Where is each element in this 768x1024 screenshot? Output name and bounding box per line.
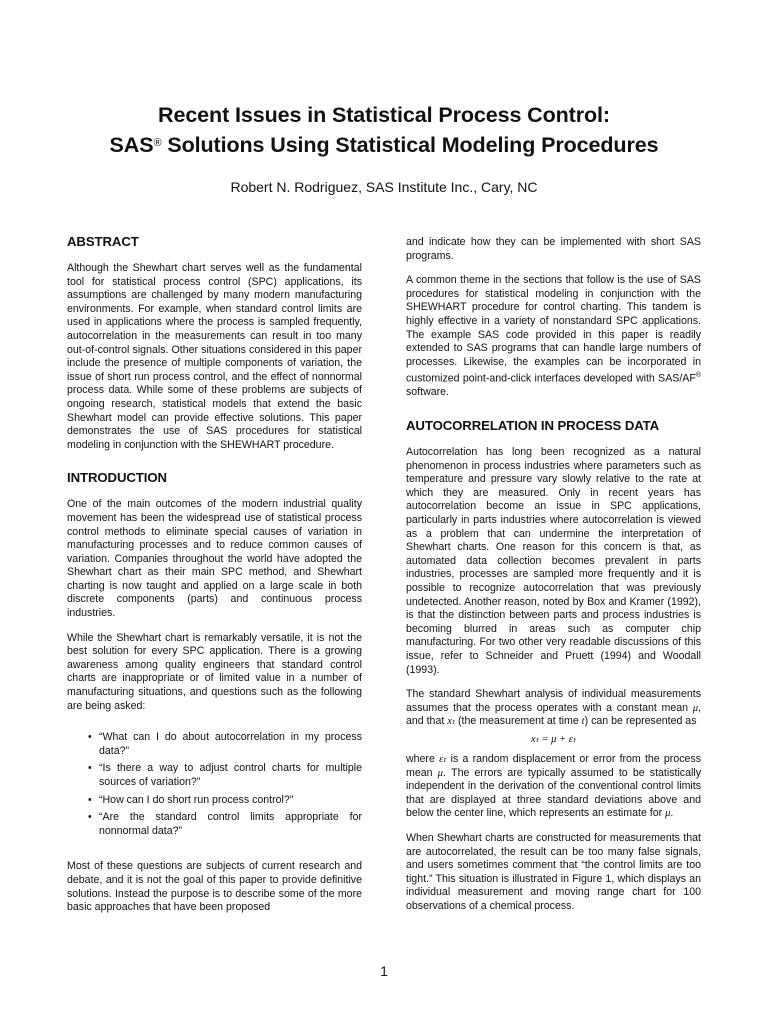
- text-span: .: [670, 807, 674, 820]
- introduction-paragraph-1: One of the main outcomes of the modern industrial quality movement has been the widespread use of statistical process control methods to eliminate special causes of variation in manufacturing processes and to reduce common causes of variation. Companies throughout the world have adopted the Shewhart chart as their main SPC method, and Shewhart charting is now taught and applied on a large scale in both discrete components (parts) and continuous process industries.: [67, 498, 362, 620]
- bullet-icon: •: [88, 731, 92, 744]
- introduction-heading: INTRODUCTION: [67, 470, 167, 486]
- introduction-paragraph-2: While the Shewhart chart is remarkably versatile, it is not the best solution for every SPC application. There is a growing awareness among quality engineers that standard control charts are inappropriate or of limited value in a number of manufacturing situations, and questions such as the following are being asked:: [67, 631, 362, 712]
- abstract-text: Although the Shewhart chart serves well as the fundamental tool for statistical process control (SPC) applications, its assumptions are challenged by many modern manufacturing environments. For example, when standard control limits are used in applications where the process is sampled frequently, autocorrelation in the measurements can result in too many out-of-control signals. Other situations considered in this paper include the presence of multiple components of variation, the issue of short run process control, and the effect of nonnormal process data. While some of these problems are subjects of ongoing research, statistical models that extend the basic Shewhart model can provide effective solutions. This paper demonstrates the use of SAS procedures for statistical modeling in conjunction with the SHEWHART procedure.: [67, 262, 362, 451]
- registered-mark: ®: [153, 137, 162, 149]
- list-item: [67, 731, 362, 758]
- bullet-icon: •: [88, 811, 92, 824]
- registered-mark: ®: [695, 372, 701, 380]
- symbol-t: t: [581, 716, 585, 728]
- paper-title-line-1: Recent Issues in Statistical Process Control:: [158, 103, 610, 127]
- title-rest: Solutions Using Statistical Modeling Procedures: [161, 133, 659, 157]
- symbol-mu: μ: [437, 767, 443, 779]
- text-span: , and that: [406, 701, 701, 728]
- autocorrelation-paragraph-4: When Shewhart charts are constructed for measurements that are autocorrelated, the result can be too many false signals, and users sometimes comment that “the control limits are too tight.” This situation is illustrated in Figure 1, which displays an individual measurement and moving range chart for 100 observations of a chemical process.: [406, 831, 701, 912]
- text-span: ) can be represented as: [584, 715, 697, 728]
- list-item-text: “Is there a way to adjust control charts for multiple sources of variation?”: [99, 762, 362, 788]
- symbol-mu: μ: [665, 808, 671, 820]
- text-span: is a random displacement or error from the process mean: [406, 752, 702, 779]
- list-item: [67, 794, 362, 808]
- autocorrelation-paragraph-3: [406, 753, 701, 821]
- text-span: The standard Shewhart analysis of individual measurements assumes that the process operates with a constant mean: [406, 688, 701, 714]
- autocorrelation-heading: AUTOCORRELATION IN PROCESS DATA: [406, 418, 660, 434]
- introduction-paragraph-3: Most of these questions are subjects of current research and debate, and it is not the goal of this paper to provide definitive solutions. Instead the purpose is to describe some of the more basic approaches that have been proposed: [67, 860, 362, 914]
- symbol-x-t: xₜ: [447, 716, 456, 728]
- theme-paragraph: [406, 274, 701, 400]
- title-sas: SAS: [109, 133, 154, 157]
- page-number: 1: [380, 963, 388, 979]
- left-column: [67, 234, 362, 926]
- theme-text-end: software.: [406, 386, 449, 399]
- right-column: [406, 236, 701, 924]
- list-item: [67, 762, 362, 789]
- list-item: [67, 811, 362, 838]
- bullet-icon: •: [88, 793, 92, 806]
- model-equation: xₜ = μ + εₜ: [531, 733, 576, 745]
- list-item-text: “Are the standard control limits appropriate for nonnormal data?”: [99, 811, 362, 837]
- continued-paragraph: and indicate how they can be implemented with short SAS programs.: [406, 236, 701, 262]
- abstract-heading: ABSTRACT: [67, 234, 139, 249]
- autocorrelation-paragraph-1: Autocorrelation has long been recognized as a natural phenomenon in process industries where parameters such as temperature and pressure vary slowly relative to the rate at which they are measured. Only in recent years has autocorrelation become an issue in SPC applications, particularly in parts industries where autocorrelation is viewed as a problem that can undermine the interpretation of Shewhart charts. One reason for this concern is that, as automated data collection becomes prevalent in parts industries, processes are sampled more frequently and it is possible to recognize autocorrelation that was previously undetected. Another reason, noted by Box and Kramer (1992), is that the distinction between parts and process industries is becoming blurred in areas such as computer chip manufacturing. For two other very readable discussions of this issue, refer to Schneider and Pruett (1994) and Woodall (1993).: [406, 446, 701, 676]
- paper-title-line-2: [40, 129, 728, 160]
- questions-list: [67, 731, 362, 838]
- text-span: where: [406, 752, 440, 765]
- author-line: Robert N. Rodriguez, SAS Institute Inc., Cary, NC: [230, 179, 538, 195]
- symbol-mu: μ: [692, 702, 699, 714]
- list-item-text: “How can I do short run process control?”: [99, 793, 294, 806]
- bullet-icon: •: [88, 762, 92, 775]
- text-span: (the measurement at time: [455, 715, 582, 728]
- list-item-text: “What can I do about autocorrelation in my process data?”: [99, 731, 362, 757]
- text-span: . The errors are typically assumed to be statistically independent in the derivation of the conventional control limits that are displayed at three standard deviations above and below the center line, which represents an estimate for: [406, 766, 701, 820]
- autocorrelation-paragraph-2: [406, 688, 701, 729]
- theme-text: A common theme in the sections that follow is the use of SAS procedures for statistical modeling in conjunction with the SHEWHART procedure for control charting. This tandem is highly effective in a variety of nonstandard SPC applications. The example SAS code provided in this paper is readily extended to SAS programs that can handle large numbers of processes. Likewise, the examples can be incorporated in customized point-and-click interfaces developed with SAS/AF: [406, 274, 701, 385]
- symbol-epsilon-t: εₜ: [439, 753, 447, 765]
